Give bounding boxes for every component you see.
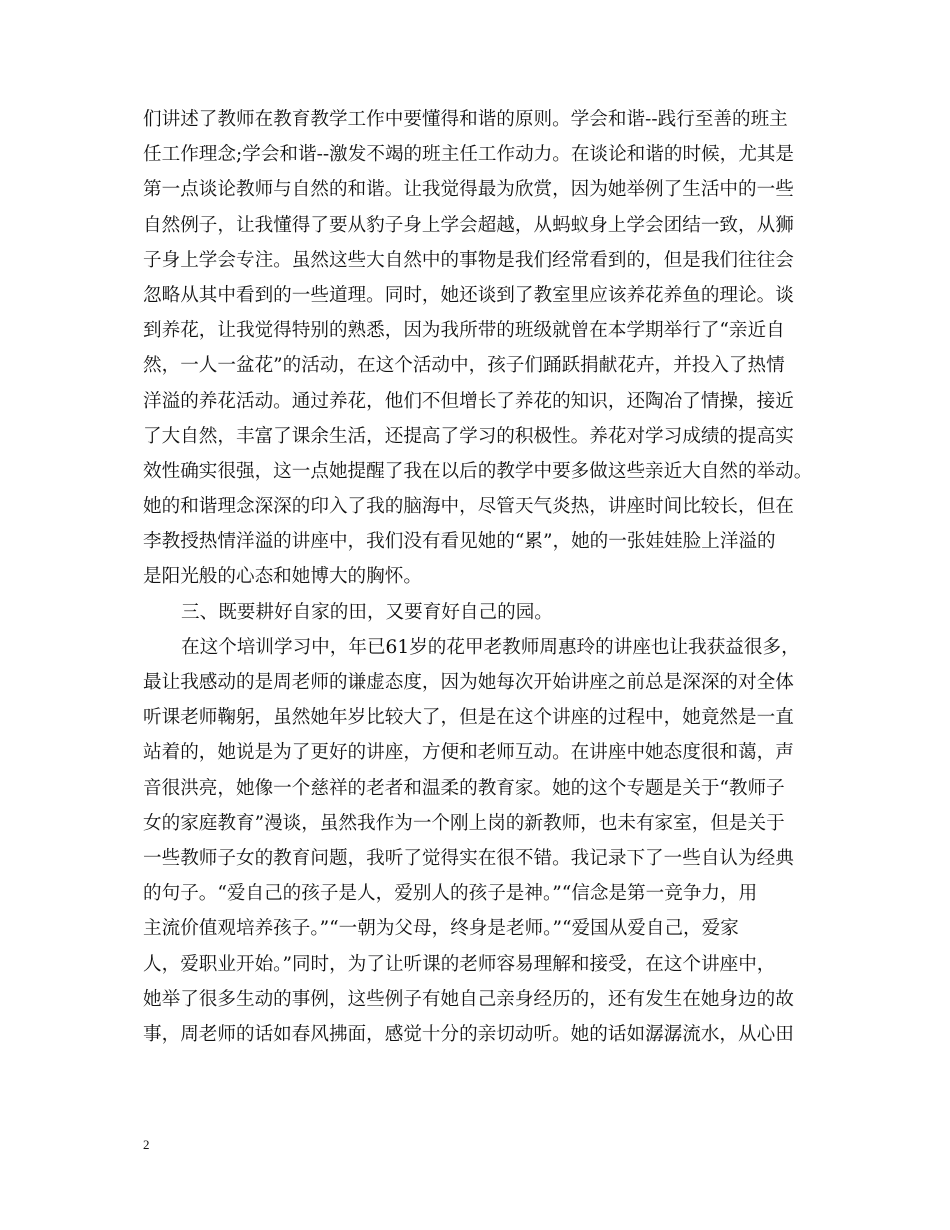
text-line: 女的家庭教育”漫谈，虽然我作为一个刚上岗的新教师，也未有家室，但是关于	[143, 812, 785, 834]
text-line: 三、既要耕好自家的田，又要育好自己的园。	[181, 601, 553, 623]
text-line: 她举了很多生动的事例，这些例子有她自己亲身经历的，还有发生在她身边的故	[143, 988, 794, 1010]
text-line: 事，周老师的话如春风拂面，感觉十分的亲切动听。她的话如潺潺流水，从心田	[143, 1023, 794, 1045]
text-line: 李教授热情洋溢的讲座中，我们没有看见她的“累”，她的一张娃娃脸上洋溢的	[143, 531, 776, 553]
text-line: 她的和谐理念深深的印入了我的脑海中，尽管天气炎热，讲座时间比较长，但在	[143, 496, 794, 518]
text-line: 站着的，她说是为了更好的讲座，方便和老师互动。在讲座中她态度很和蔼，声	[143, 742, 794, 764]
text-line: 听课老师鞠躬，虽然她年岁比较大了，但是在这个讲座的过程中，她竟然是一直	[143, 707, 794, 729]
text-line: 效性确实很强，这一点她提醒了我在以后的教学中要多做这些亲近大自然的举动。	[143, 460, 813, 482]
document-body	[143, 102, 823, 1052]
text-line: 到养花，让我觉得特别的熟悉，因为我所带的班级就曾在本学期举行了“亲近自	[143, 320, 785, 342]
text-line: 人，爱职业开始。”同时，为了让听课的老师容易理解和接受，在这个讲座中，	[143, 953, 776, 975]
text-line: 在这个培训学习中，年已61岁的花甲老教师周惠玲的讲座也让我获益很多，	[181, 636, 800, 658]
text-line: 最让我感动的是周老师的谦虚态度，因为她每次开始讲座之前总是深深的对全体	[143, 672, 794, 693]
text-line: 主流价值观培养孩子。”“一朝为父母，终身是老师。”“爱国从爱自己，爱家	[143, 918, 739, 940]
text-line: 一些教师子女的教育问题，我听了觉得实在很不错。我记录下了一些自认为经典	[143, 847, 794, 869]
text-line: 们讲述了教师在教育教学工作中要懂得和谐的原则。学会和谐--践行至善的班主	[143, 109, 788, 130]
page-number: 2	[143, 1137, 150, 1152]
text-line: 洋溢的养花活动。通过养花，他们不但增长了养花的知识，还陶冶了情操，接近	[143, 390, 794, 412]
text-line: 忽略从其中看到的一些道理。同时，她还谈到了教室里应该养花养鱼的理论。谈	[143, 284, 794, 306]
text-line: 任工作理念;学会和谐--激发不竭的班主任工作动力。在谈论和谐的时候，尤其是	[143, 144, 795, 166]
text-line: 了大自然，丰富了课余生活，还提高了学习的积极性。养花对学习成绩的提高实	[143, 425, 794, 447]
text-line: 子身上学会专注。虽然这些大自然中的事物是我们经常看到的，但是我们往往会	[143, 249, 794, 271]
text-line: 是阳光般的心态和她博大的胸怀。	[143, 566, 422, 588]
text-line: 自然例子，让我懂得了要从豹子身上学会超越，从蚂蚁身上学会团结一致，从狮	[143, 214, 794, 236]
text-line: 音很洪亮，她像一个慈祥的老者和温柔的教育家。她的这个专题是关于“教师子	[143, 777, 785, 799]
text-line: 然，一人一盆花”的活动，在这个活动中，孩子们踊跃捐献花卉，并投入了热情	[143, 355, 785, 377]
text-line: 第一点谈论教师与自然的和谐。让我觉得最为欣赏，因为她举例了生活中的一些	[143, 179, 794, 201]
text-line: 的句子。“爱自己的孩子是人，爱别人的孩子是神。”“信念是第一竞争力，用	[143, 883, 758, 905]
